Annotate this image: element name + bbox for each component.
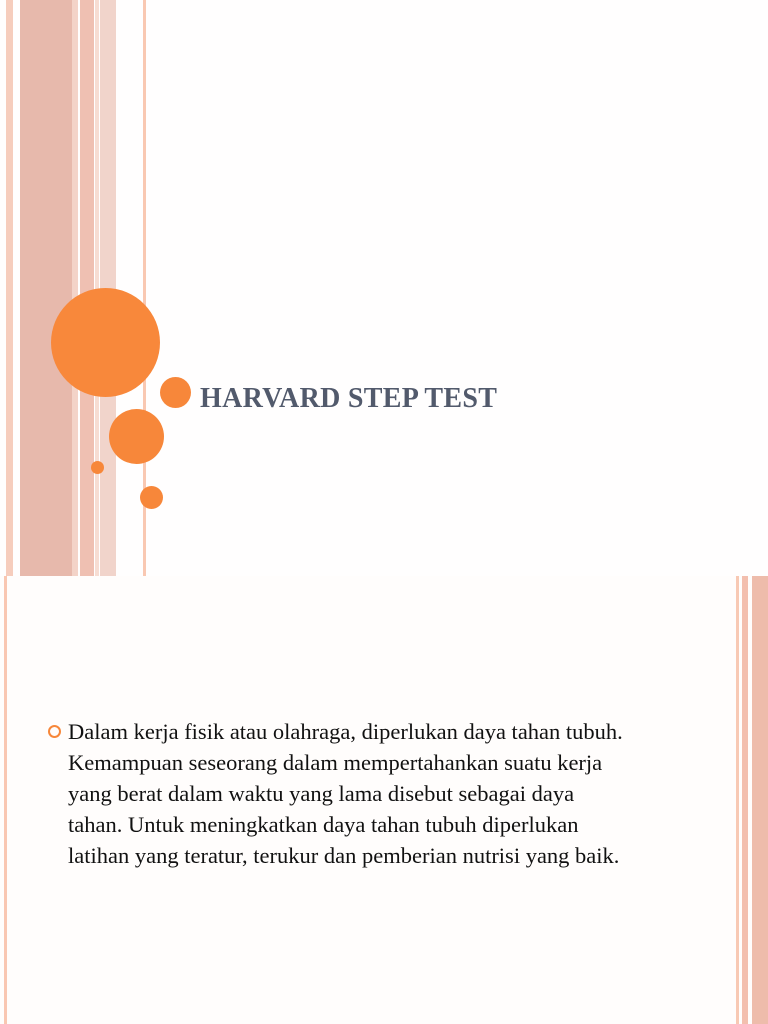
decorative-stripe bbox=[736, 576, 739, 1024]
slide-title: HARVARD STEP TEST bbox=[200, 383, 498, 414]
decorative-stripe bbox=[6, 0, 13, 576]
bullet-line: Dalam kerja fisik atau olahraga, diperlukan daya tahan tubuh. bbox=[68, 719, 623, 744]
decorative-circle-tiny bbox=[91, 461, 104, 474]
bullet-line: tahan. Untuk meningkatkan daya tahan tubuh diperlukan bbox=[68, 812, 579, 837]
decorative-stripe bbox=[20, 0, 72, 576]
decorative-stripe bbox=[752, 576, 768, 1024]
bullet-line: latihan yang teratur, terukur dan pemberian nutrisi yang baik. bbox=[68, 843, 620, 868]
decorative-stripe bbox=[80, 0, 94, 576]
decorative-circle-large bbox=[51, 288, 160, 397]
content-slide bbox=[0, 576, 768, 1024]
decorative-circle-small bbox=[160, 377, 191, 408]
decorative-stripe bbox=[742, 576, 748, 1024]
decorative-circle-medium bbox=[109, 409, 164, 464]
bullet-line: Kemampuan seseorang dalam mempertahankan suatu kerja bbox=[68, 750, 603, 775]
decorative-stripe bbox=[4, 576, 7, 1024]
bullet-list bbox=[48, 716, 716, 871]
decorative-circle-small bbox=[140, 486, 163, 509]
circle-bullet-icon bbox=[48, 725, 61, 738]
bullet-paragraph bbox=[48, 716, 716, 871]
decorative-stripe bbox=[72, 0, 78, 576]
bullet-line: yang berat dalam waktu yang lama disebut sebagai daya bbox=[68, 781, 575, 806]
